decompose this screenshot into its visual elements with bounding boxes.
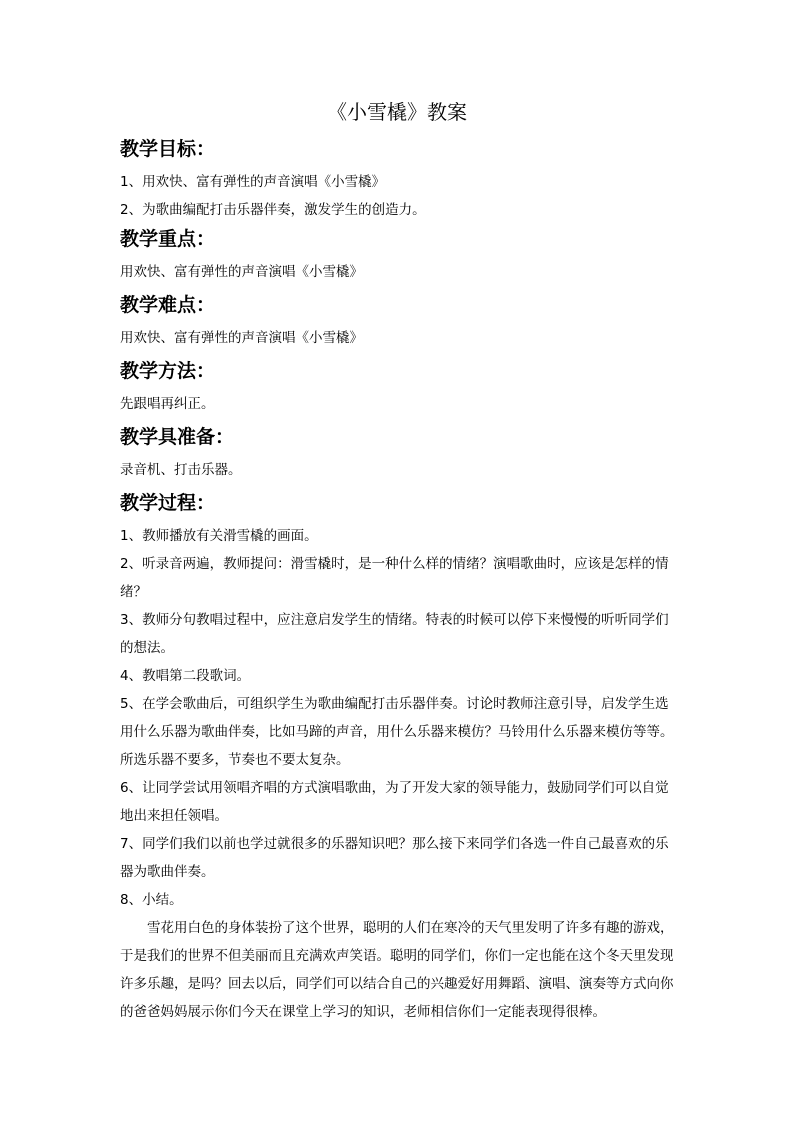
methods-heading: 教学方法： bbox=[120, 360, 216, 382]
difficulties-text: 用欢快、富有弹性的声音演唱《小雪橇》 bbox=[120, 330, 363, 346]
materials-heading: 教学具准备： bbox=[120, 426, 235, 448]
key-points-text: 用欢快、富有弹性的声音演唱《小雪橇》 bbox=[120, 264, 363, 280]
document-title: 《小雪橇》教案 bbox=[327, 100, 467, 124]
process-summary: 雪花用白色的身体装扮了这个世界，聪明的人们在寒冷的天气里发明了许多有趣的游戏，于是我们的世界不但美丽而且充满欢声笑语。聪明的同学们，你们一定也能在这个冬天里发现许多乐趣，是吗？回去以后，同学们可以结合自己的兴趣爱好用舞蹈、演唱、演奏等方式向你的爸爸妈妈展示你们今天在课堂上学习的知识，老师相信你们一定能表现得很棒。 bbox=[120, 920, 674, 1020]
difficulties-heading: 教学难点： bbox=[120, 294, 216, 316]
process-step-2: 2、听录音两遍，教师提问：滑雪橇时，是一种什么样的情绪？演唱歌曲时，应该是怎样的情绪？ bbox=[120, 556, 669, 600]
process-step-3: 3、教师分句教唱过程中，应注意启发学生的情绪。特表的时候可以停下来慢慢的听听同学们的想法。 bbox=[120, 612, 669, 656]
process-step-4: 4、教唱第二段歌词。 bbox=[120, 668, 251, 684]
process-step-1: 1、教师播放有关滑雪橇的画面。 bbox=[120, 528, 318, 544]
document-body bbox=[120, 134, 680, 1026]
process-step-7: 7、同学们我们以前也学过就很多的乐器知识吧？那么接下来同学们各选一件自己最喜欢的乐器为歌曲伴奏。 bbox=[120, 836, 669, 880]
process-step-8: 8、小结。 bbox=[120, 892, 183, 908]
goals-heading: 教学目标： bbox=[120, 138, 216, 160]
goals-item-1: 1、用欢快、富有弹性的声音演唱《小雪橇》 bbox=[120, 174, 386, 190]
methods-text: 先跟唱再纠正。 bbox=[120, 396, 215, 412]
process-step-6: 6、让同学尝试用领唱齐唱的方式演唱歌曲，为了开发大家的领导能力，鼓励同学们可以自觉地出来担任领唱。 bbox=[120, 780, 669, 824]
goals-item-2: 2、为歌曲编配打击乐器伴奏，激发学生的创造力。 bbox=[120, 202, 426, 218]
process-heading: 教学过程： bbox=[120, 492, 216, 514]
process-step-5: 5、在学会歌曲后，可组织学生为歌曲编配打击乐器伴奏。讨论时教师注意引导，启发学生选用什么乐器为歌曲伴奏，比如马蹄的声音，用什么乐器来模仿？马铃用什么乐器来模仿等等。所选乐器不要多，节奏也不要太复杂。 bbox=[120, 696, 674, 768]
materials-text: 录音机、打击乐器。 bbox=[120, 462, 242, 478]
key-points-heading: 教学重点： bbox=[120, 228, 216, 250]
